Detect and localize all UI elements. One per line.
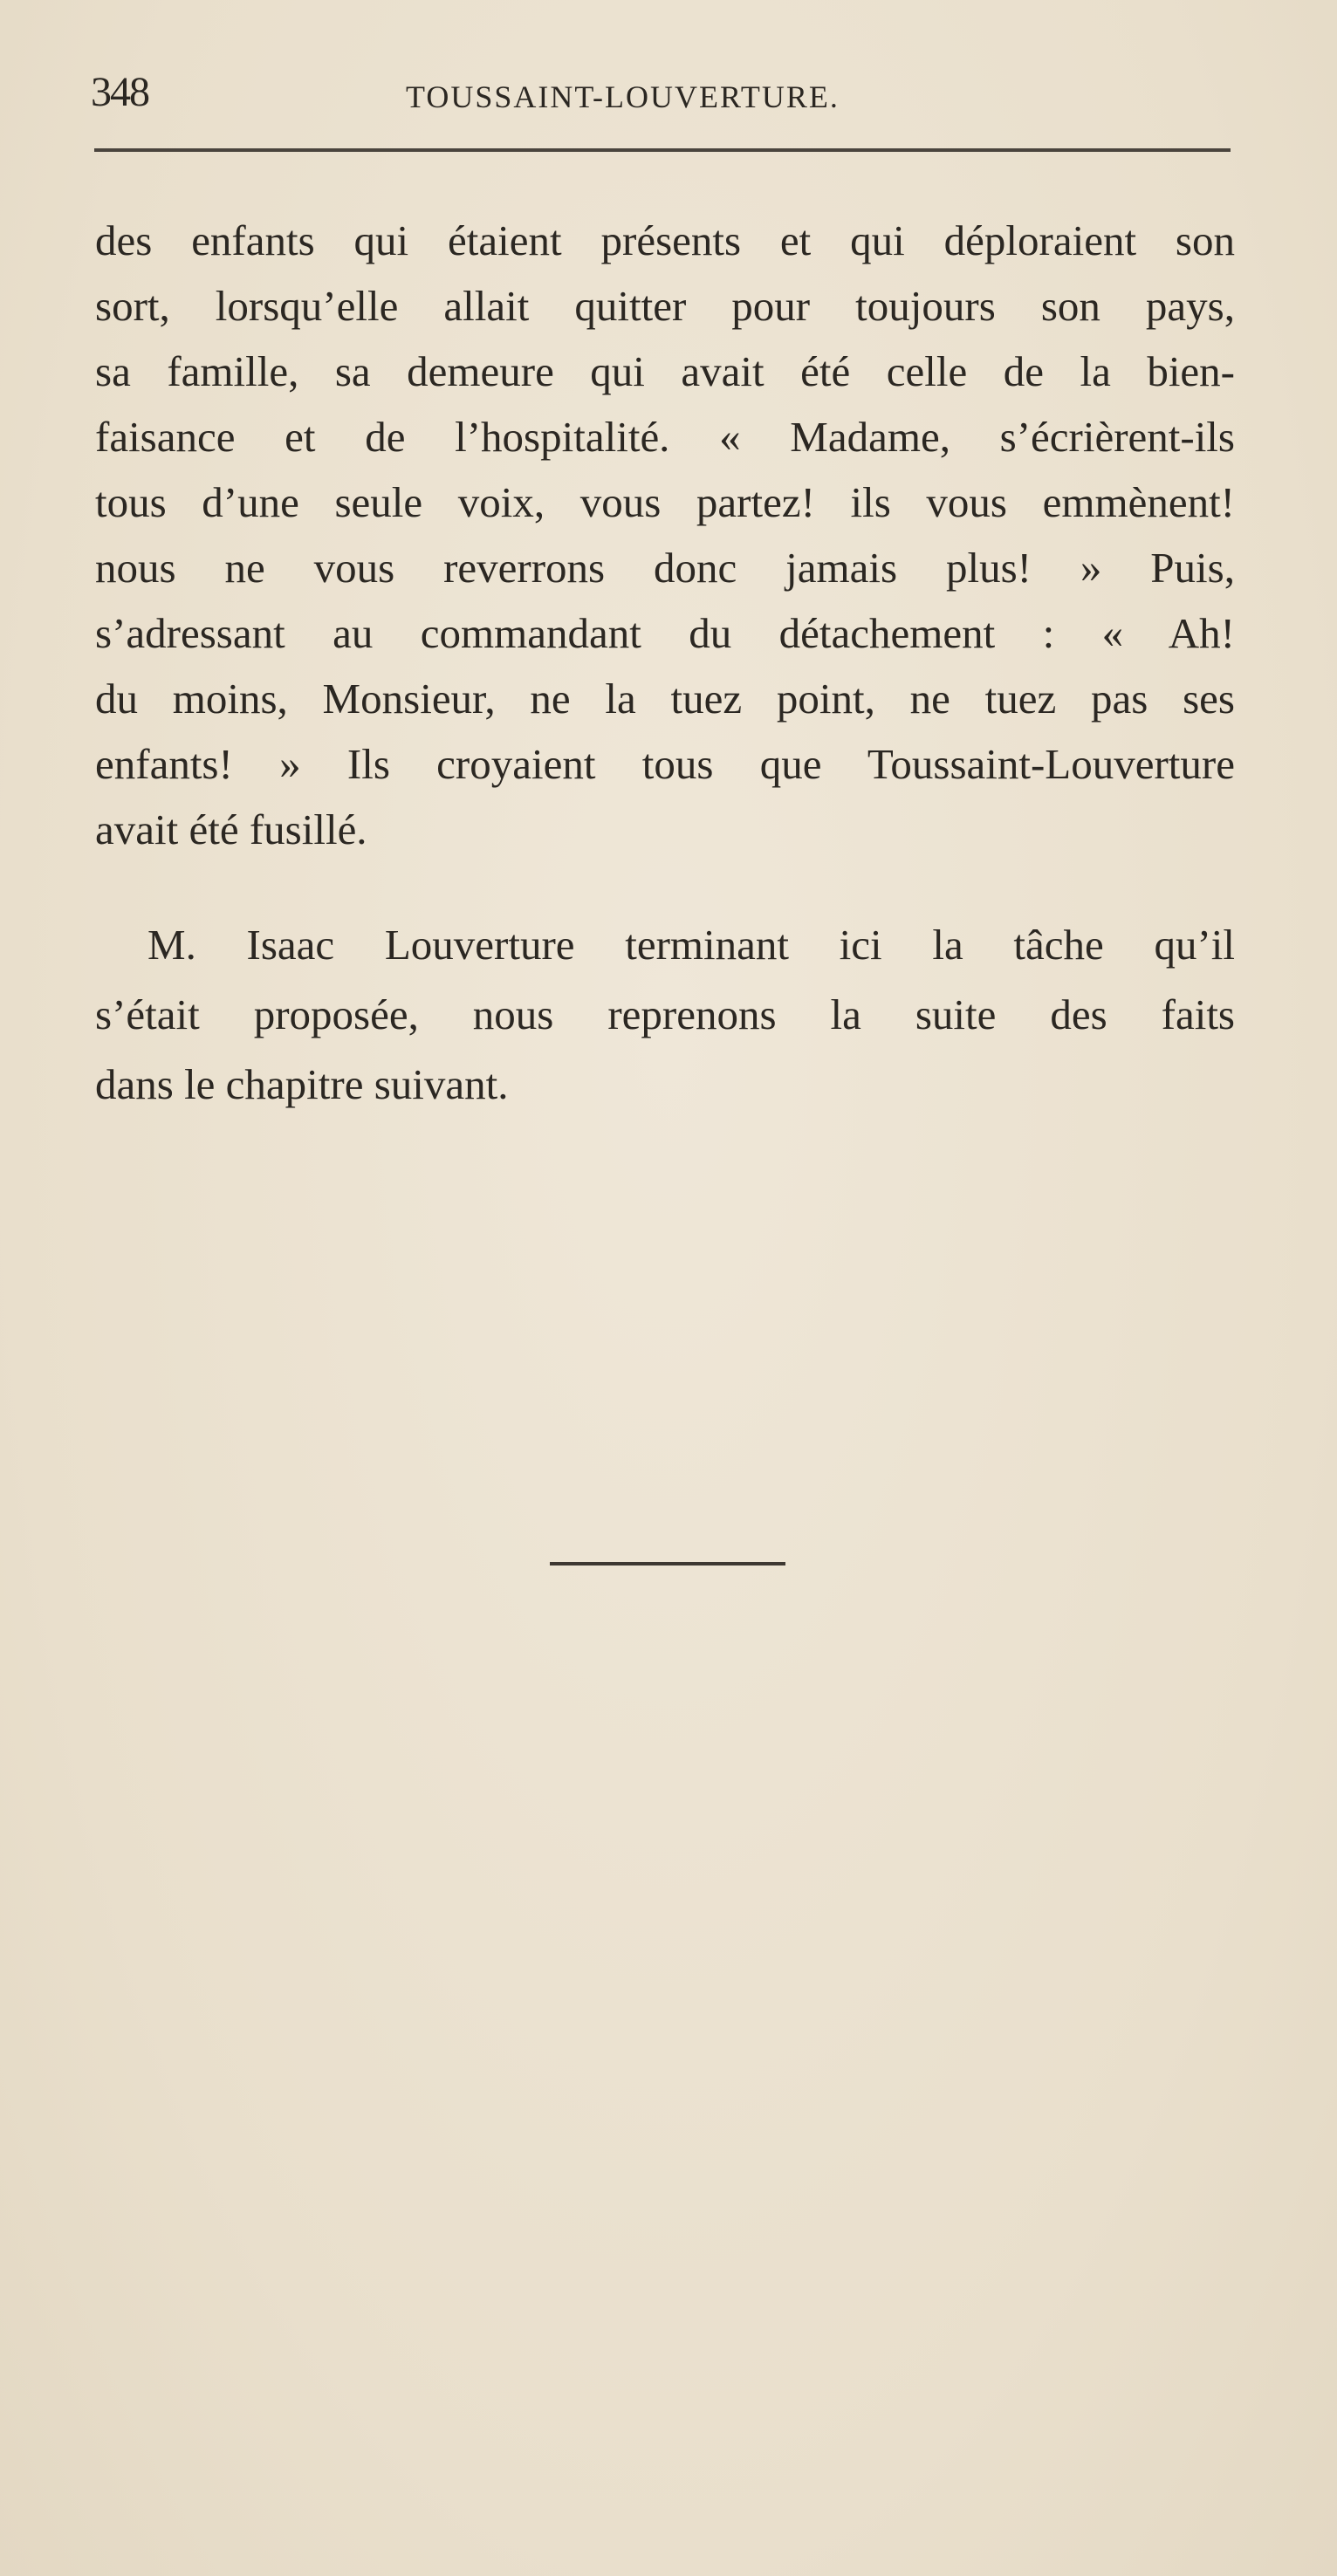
paragraph-2 [95, 910, 1235, 1120]
text-line: tous d’une seule voix, vous partez! ils vous emmènent! [95, 478, 1235, 526]
text-line: sa famille, sa demeure qui avait été celle de la bien- [95, 347, 1235, 395]
paragraph-1 [95, 208, 1235, 862]
page-number: 348 [91, 69, 148, 115]
header-rule [94, 148, 1231, 152]
text-line: des enfants qui étaient présents et qui déploraient son [95, 216, 1235, 264]
text-line: faisance et de l’hospitalité. « Madame, s’écrièrent-ils [95, 413, 1235, 461]
text-line: nous ne vous reverrons donc jamais plus! » Puis, [95, 544, 1235, 592]
text-line: du moins, Monsieur, ne la tuez point, ne tuez pas ses [95, 675, 1235, 723]
text-line: M. Isaac Louverture terminant ici la tâche qu’il [147, 921, 1235, 969]
text-line: dans le chapitre suivant. [95, 1060, 509, 1108]
text-line: s’était proposée, nous reprenons la suite des faits [95, 990, 1235, 1038]
text-line: sort, lorsqu’elle allait quitter pour toujours son pays, [95, 282, 1235, 330]
text-line: s’adressant au commandant du détachement : « Ah! [95, 609, 1235, 657]
chapter-end-rule [550, 1562, 785, 1565]
text-line: enfants! » Ils croyaient tous que Toussaint-Louverture [95, 740, 1235, 788]
text-line: avait été fusillé. [95, 805, 367, 853]
running-title: TOUSSAINT-LOUVERTURE. [406, 79, 840, 114]
